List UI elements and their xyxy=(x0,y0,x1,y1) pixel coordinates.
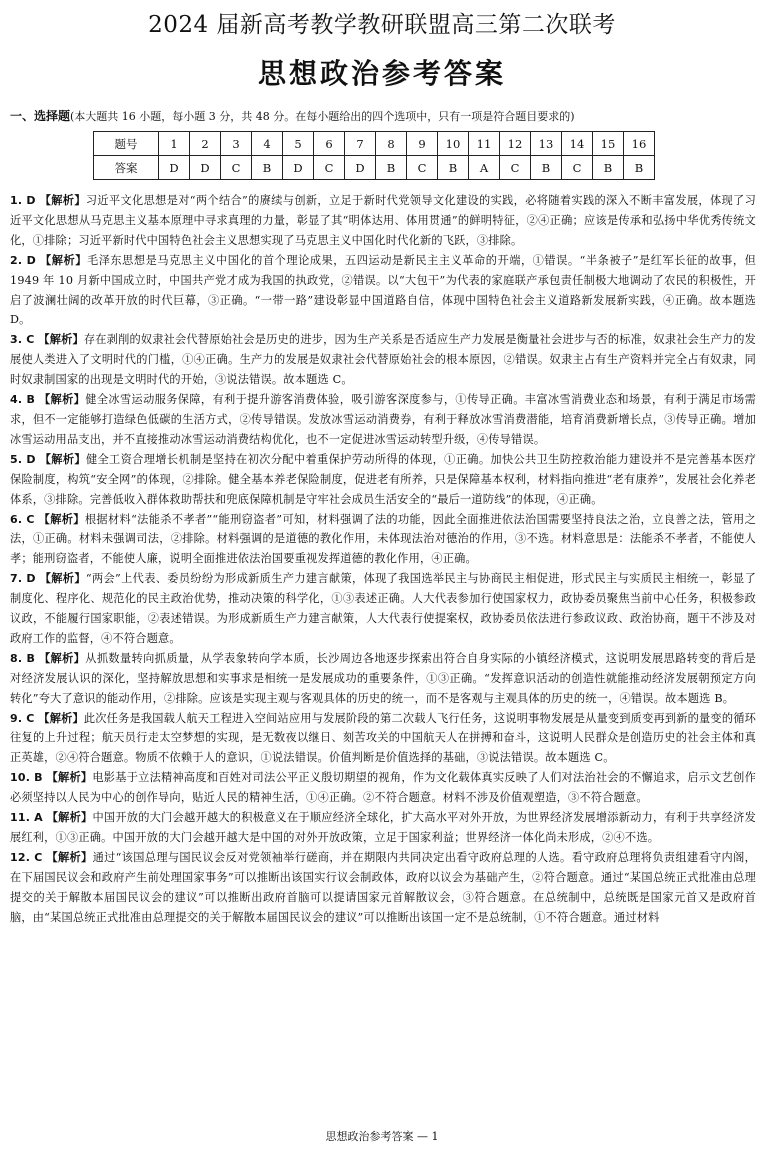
explanation-item xyxy=(10,649,756,709)
answer-cell: C xyxy=(314,156,345,180)
analysis-tag: 【解析】 xyxy=(38,332,84,347)
explanation-item xyxy=(10,390,756,450)
question-number: 10 xyxy=(438,132,469,156)
item-text: 中国开放的大门会越开越大的积极意义在于顺应经济全球化，扩大高水平对外开放，为世界经济发展增添新动力，有利于共享经济发展红利，①③正确。中国开放的大门会越开越大是中国的对外开放政策，立足于国家利益；世界经济一体化尚未形成，②④不选。 xyxy=(10,811,756,844)
answer-cell: B xyxy=(624,156,655,180)
explanation-item xyxy=(10,191,756,251)
question-number: 9 xyxy=(407,132,438,156)
item-number: 7. D xyxy=(10,572,36,586)
question-number: 13 xyxy=(531,132,562,156)
item-text: 习近平文化思想是对“两个结合”的赓续与创新，立足于新时代党领导文化建设的实践，必将随着实践的深入不断丰富发展，体现了习近平文化思想从马克思主义基本原理中寻求真理的力量，彰显了其“明体达用、体用贯通”的鲜明特征，②④正确；应该是传承和弘扬中华优秀传统文化，①排除；习近平新时代中国特色社会主义思想实现了马克思主义中国化时代化新的飞跃，③排除。 xyxy=(10,194,756,247)
analysis-tag: 【解析】 xyxy=(39,193,86,207)
item-text: 从抓数量转向抓质量，从学表象转向学本质，长沙周边各地逐步探索出符合自身实际的小镇经济模式，这说明发展思路转变的背后是对经济发展认识的深化，坚持解放思想和实事求是相统一是发展成功的重要条件，①③正确。“发挥意识活动的创造性就能推动经济发展朝预定方向转化”夸大了意识的能动作用，②排除。应该是实现主观与客观具体的历史的统一，而不是客观与主观具体的历史的统一，④错误。故本题选 B。 xyxy=(10,651,756,705)
explanation-list xyxy=(10,191,756,928)
item-text: 健全冰雪运动服务保障，有利于提升游客消费体验，吸引游客深度参与，①传导正确。丰富冰雪消费业态和场景，有利于满足市场需求，但不一定能够打造绿色低碳的生活方式，②传导错误。发放冰雪运动消费券，有利于释放冰雪消费潜能，培育消费新增长点，③传导正确。增加冰雪运动用品支出，并不直接推动冰雪运动消费结构优化，也不一定促进冰雪运动转型升级，④传导错误。 xyxy=(10,393,756,446)
analysis-tag: 【解析】 xyxy=(38,392,86,407)
question-number: 16 xyxy=(624,132,655,156)
explanation-item xyxy=(10,808,756,848)
answer-cell: B xyxy=(438,156,469,180)
analysis-tag: 【解析】 xyxy=(38,710,84,725)
item-text: 根据材料“法能杀不孝者”“能刑窃盗者”可知，材料强调了法的功能，因此全面推进依法治国需要坚持良法之治，立良善之法，管用之法，①正确。材料未强调司法，②排除。材料强调的是道德的教化作用，未体现法治对德治的作用，③不选。材料意思是：法能杀不孝者，不能使人孝；能刑窃盗者，不能使人廉，说明全面推进依法治国要重视发挥道德的教化作用，④正确。 xyxy=(10,512,756,566)
document-title: 2024 届新高考教学教研联盟高三第二次联考 xyxy=(148,12,616,38)
explanation-item xyxy=(10,330,756,390)
item-text: “两会”上代表、委员纷纷为形成新质生产力建言献策，体现了我国选举民主与协商民主相促进，形式民主与实质民主相统一，彰显了制度化、程序化、规范化的民主政治优势，推动决策的科学化，①③表述正确。人大代表参加行使国家权力，政协委员聚焦当前中心任务，积极参政议政，不能履行国家职能，②表述错误。为形成新质生产力建言献策，人大代表行使提案权，政协委员依法进行参政议政、政治协商，题干不涉及对政府工作的监督，④不符合题意。 xyxy=(10,572,756,645)
section-label: 一、选择题 xyxy=(10,109,71,123)
item-number: 1. D xyxy=(10,194,36,207)
question-number: 5 xyxy=(283,132,314,156)
analysis-tag: 【解析】 xyxy=(38,650,86,665)
explanation-item xyxy=(10,510,756,570)
analysis-tag: 【解析】 xyxy=(39,571,86,586)
answer-table-number-row xyxy=(94,132,655,156)
answer-table xyxy=(93,131,655,180)
item-number: 8. B xyxy=(10,651,36,665)
explanation-item xyxy=(10,569,756,649)
item-text: 此次任务是我国载人航天工程进入空间站应用与发展阶段的第二次载人飞行任务，这说明事物发展是从量变到质变再到新的量变的循环往复的上升过程；航天员行走太空梦想的实现，是无数夜以继日、刻苦攻关的中国航天人在拼搏和奋斗，这说明人民群众是创造历史的社会主体和真正英雄，②④符合题意。物质不依赖于人的意识，①说法错误。价值判断是价值选择的基础，③说法错误。故本题选 C。 xyxy=(10,711,756,765)
answer-row-label: 答案 xyxy=(94,156,159,180)
answer-cell: C xyxy=(221,156,252,180)
item-number: 3. C xyxy=(10,333,35,347)
analysis-tag: 【解析】 xyxy=(40,252,87,267)
question-number: 14 xyxy=(562,132,593,156)
explanation-item xyxy=(10,450,756,510)
item-text: 通过“该国总理与国民议会反对党领袖举行磋商，并在期限内共同决定出看守政府总理的人选。看守政府总理将负责组建看守内阁，在下届国民议会和政府产生前处理国家事务”可以推断出该国实行议会制政体，政府以议会为基础产生，②符合题意。通过“某国总统正式批准由总理提交的关于解散本届国民议会的建议”可以推断出政府首脑可以提请国家元首解散议会，③符合题意。在总统制中，总统既是国家元首又是政府首脑，由“某国总统正式批准由总理提交的关于解散本届国民议会的建议”可以推断出该国一定不是总统制，①不符合题意。通过材料 xyxy=(10,850,756,924)
question-number: 1 xyxy=(159,132,190,156)
answer-cell: B xyxy=(531,156,562,180)
item-text: 健全工资合理增长机制是坚持在初次分配中着重保护劳动所得的体现，①正确。加快公共卫生防控救治能力建设并不是完善基本医疗保险制度，构筑“安全网”的体现，②排除。健全基本养老保险制度，促进老有所养，只是保障基本权利，材料指向推进“老有康养”，发展社会化养老体系，③排除。完善低收入群体救助帮扶和兜底保障机制是守牢社会成员生活安全的“最后一道防线”的体现，④正确。 xyxy=(10,452,757,506)
question-number: 15 xyxy=(593,132,624,156)
question-number: 12 xyxy=(500,132,531,156)
question-number: 6 xyxy=(314,132,345,156)
section-heading xyxy=(10,108,758,125)
answer-cell: B xyxy=(593,156,624,180)
explanation-item xyxy=(10,768,756,808)
answer-cell: C xyxy=(562,156,593,180)
answer-table-answer-row xyxy=(94,156,655,180)
answer-cell: B xyxy=(376,156,407,180)
item-number: 12. C xyxy=(10,850,43,864)
answer-cell: B xyxy=(252,156,283,180)
question-number: 3 xyxy=(221,132,252,156)
analysis-tag: 【解析】 xyxy=(38,511,85,526)
number-row-label: 题号 xyxy=(94,132,159,156)
item-number: 2. D xyxy=(10,253,36,267)
answer-cell: D xyxy=(159,156,190,180)
section-instruction: (本大题共 16 小题，每小题 3 分，共 48 分。在每小题给出的四个选项中，只有一项是符合题目要求的) xyxy=(70,110,575,123)
item-text: 电影基于立法精神高度和百姓对司法公平正义殷切期望的视角，作为文化载体真实反映了人们对法治社会的不懈追求，启示文艺创作必须坚持以人民为中心的创作导向，贴近人民的精神生活，①④正确。②不符合题意。材料不涉及价值观塑造，③不符合题意。 xyxy=(10,771,756,805)
answer-cell: D xyxy=(283,156,314,180)
answer-cell: C xyxy=(500,156,531,180)
explanation-item xyxy=(10,251,756,331)
answer-cell: D xyxy=(190,156,221,180)
analysis-tag: 【解析】 xyxy=(39,451,86,466)
item-number: 11. A xyxy=(10,811,43,825)
answer-cell: C xyxy=(407,156,438,180)
question-number: 4 xyxy=(252,132,283,156)
explanation-item xyxy=(10,848,756,928)
item-number: 6. C xyxy=(10,512,35,526)
item-number: 10. B xyxy=(10,771,43,785)
item-number: 4. B xyxy=(10,393,36,407)
question-number: 11 xyxy=(469,132,500,156)
answer-cell: A xyxy=(469,156,500,180)
item-text: 存在剥削的奴隶社会代替原始社会是历史的进步，因为生产关系是否适应生产力发展是衡量社会进步与否的标准，奴隶社会生产力的发展使人类进入了文明时代的门槛，①④正确。生产力的发展是奴隶社会代替原始社会的根本原因，②错误。奴隶主占有生产资料并完全占有奴隶，同时奴隶制国家的出现是文明时代的开始，③说法错误。故本题选 C。 xyxy=(10,333,756,387)
analysis-tag: 【解析】 xyxy=(46,770,93,785)
page-footer: 思想政治参考答案 — 1 xyxy=(325,1130,439,1143)
document-subtitle: 思想政治参考答案 xyxy=(257,57,506,90)
question-number: 8 xyxy=(376,132,407,156)
question-number: 7 xyxy=(345,132,376,156)
analysis-tag: 【解析】 xyxy=(46,810,93,825)
analysis-tag: 【解析】 xyxy=(46,849,93,864)
item-number: 9. C xyxy=(10,711,35,725)
question-number: 2 xyxy=(190,132,221,156)
answer-cell: D xyxy=(345,156,376,180)
explanation-item xyxy=(10,709,756,769)
item-text: 毛泽东思想是马克思主义中国化的首个理论成果，五四运动是新民主主义革命的开端，①错误。“半条被子”是红军长征的故事，但 1949 年 10 月新中国成立时，中国共产党才成为我国的执政党，②错误。以“大包干”为代表的家庭联产承包责任制极大地调动了农民的积极性，开启了波澜壮阔的改革开放的时代巨幕，③正确。“一带一路”建设彰显中国道路自信，体现中国特色社会主义道路新发展新实践，④正确。故本题选 D。 xyxy=(10,253,756,327)
item-number: 5. D xyxy=(10,452,36,466)
